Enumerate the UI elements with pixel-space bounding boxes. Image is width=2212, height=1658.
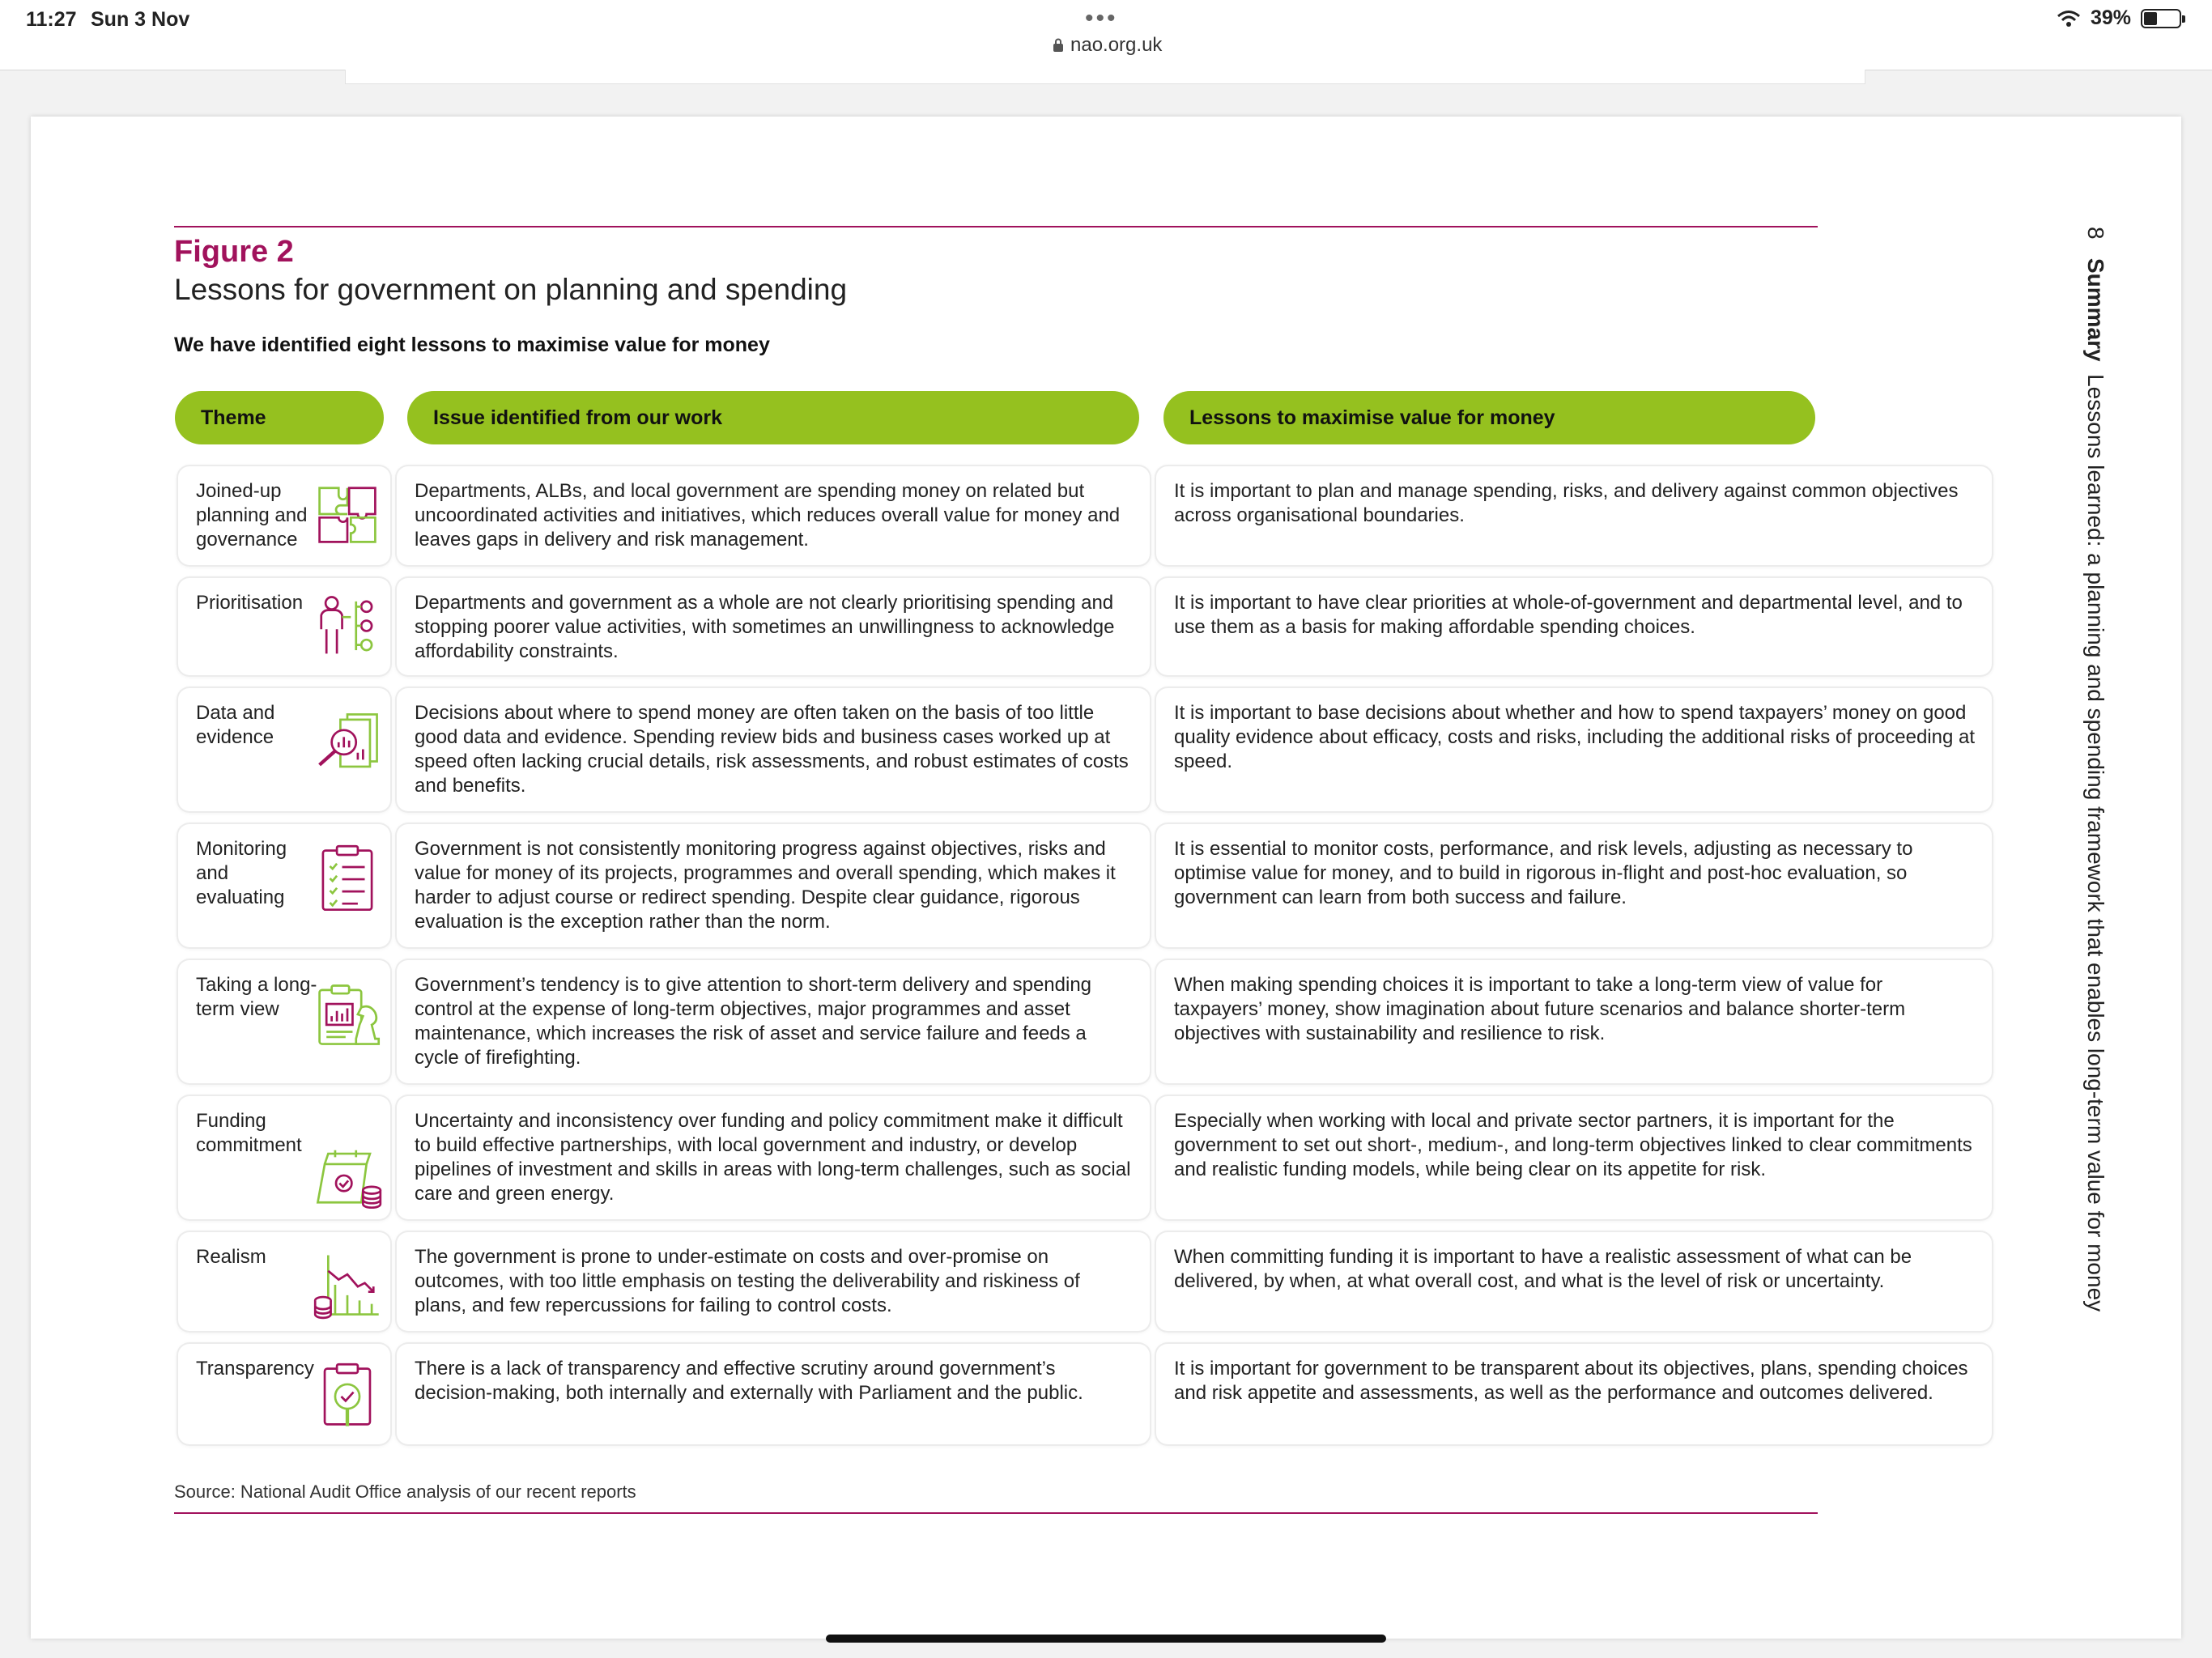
theme-label: Monitoring and evaluating <box>196 838 287 908</box>
issue-text: The government is prone to under-estimate on costs and over-promise on outcomes, with too little emphasis on testing the deliverability and riskiness of plans, and few repercussions for failing to control costs. <box>415 1246 1080 1316</box>
header-lesson: Lessons to maximise value for money <box>1163 391 1815 444</box>
issue-cell <box>397 960 1150 1083</box>
figure-label: Figure 2 <box>174 235 294 269</box>
lesson-text: It is essential to monitor costs, performance, and risk levels, adjusting as necessary to optimise value for money, and to build in rigorous in-flight and post-hoc evaluation, so government can learn from both success and failure. <box>1174 838 1913 908</box>
lesson-cell <box>1156 688 1992 811</box>
status-date: Sun 3 Nov <box>91 8 190 31</box>
calendar-coins-icon <box>313 1141 382 1211</box>
lesson-cell <box>1156 1232 1992 1331</box>
issue-cell <box>397 1344 1150 1444</box>
section-title: Lessons learned: a planning and spending framework that enables long-term value for money <box>2083 374 2108 1312</box>
theme-cell <box>178 1232 390 1331</box>
issue-cell <box>397 824 1150 947</box>
lesson-text: Especially when working with local and private sector partners, it is important for the government to set out short-, medium-, and long-term objectives linked to clear commitments and realistic funding models, while being clear on its appetite for risk. <box>1174 1110 1972 1180</box>
theme-cell <box>178 578 390 675</box>
url-text: nao.org.uk <box>1070 34 1163 56</box>
issue-text: Departments, ALBs, and local government are spending money on related but uncoordinated activities and initiatives, which reduces overall value for money and leaves gaps in delivery and risk management. <box>415 480 1121 551</box>
bottom-rule <box>174 1512 1818 1514</box>
theme-label: Funding commitment <box>196 1110 302 1156</box>
table-row <box>178 1232 1912 1331</box>
lesson-cell <box>1156 1096 1992 1219</box>
lesson-text: It is important to base decisions about whether and how to spend taxpayers’ money on good quality evidence about efficacy, costs and risks, including the additional risks of proceeding at speed. <box>1174 702 1976 772</box>
side-heading <box>2082 227 2108 1312</box>
status-right <box>2057 6 2181 30</box>
source-note: Source: National Audit Office analysis of our recent reports <box>174 1482 636 1502</box>
clipboard-magnifier-icon <box>313 1362 382 1431</box>
issue-text: Government’s tendency is to give attention to short-term delivery and spending control at the expense of long-term objectives, major programmes and asset maintenance, which increases the risk of asset and service failure and feeds a cycle of firefighting. <box>415 974 1092 1069</box>
issue-cell <box>397 688 1150 811</box>
theme-label: Prioritisation <box>196 592 304 614</box>
status-bar <box>0 0 2212 70</box>
theme-cell <box>178 1344 390 1444</box>
theme-label: Realism <box>196 1246 266 1268</box>
declining-chart-coins-icon <box>313 1250 382 1320</box>
issue-cell <box>397 1096 1150 1219</box>
issue-cell <box>397 1232 1150 1331</box>
puzzle-icon <box>313 479 382 549</box>
magnifier-chart-icon <box>313 709 382 779</box>
lesson-text: It is important to have clear priorities at whole-of-government and departmental level, and to use them as a basis for making affordable spending choices. <box>1174 592 1963 638</box>
theme-cell <box>178 688 390 811</box>
issue-cell <box>397 578 1150 675</box>
home-indicator[interactable] <box>826 1635 1386 1643</box>
section-name: Summary <box>2083 257 2108 362</box>
header-issue: Issue identified from our work <box>407 391 1139 444</box>
header-theme: Theme <box>175 391 384 444</box>
issue-text: Government is not consistently monitoring progress against objectives, risks and value for money of its projects, programmes and overall spending, which makes it harder to adjust course or redirect spending. Despite clear guidance, rigorous evaluation is the exception rather than the norm. <box>415 838 1116 933</box>
lesson-cell <box>1156 466 1992 565</box>
table-row <box>178 688 1976 811</box>
theme-cell <box>178 1096 390 1219</box>
person-priorities-icon <box>313 591 382 661</box>
issue-text: Departments and government as a whole are not clearly prioritising spending and stopping poorer value activities, with sometimes an unwillingness to acknowledge affordability constraints. <box>415 592 1115 662</box>
theme-cell <box>178 466 390 565</box>
issue-cell <box>397 466 1150 565</box>
lock-icon <box>1053 38 1064 53</box>
issue-text: Decisions about where to spend money are often taken on the basis of too little good data and evidence. Spending review bids and business cases worked up at speed often lacking crucial details, risk assessments, and robust estimates of costs and benefits. <box>415 702 1129 797</box>
theme-cell <box>178 824 390 947</box>
table-row <box>178 466 1959 565</box>
figure-subtitle: We have identified eight lessons to maximise value for money <box>174 334 770 356</box>
clipboard-checklist-icon <box>313 844 382 913</box>
lesson-cell <box>1156 578 1992 675</box>
table-row <box>178 1344 1968 1444</box>
strategy-chess-icon <box>313 980 382 1049</box>
status-time: 11:27 <box>26 8 77 31</box>
wifi-icon <box>2057 10 2081 28</box>
issue-text: Uncertainty and inconsistency over funding and policy commitment make it difficult to build effective partnerships, with local government and industry, or develop pipelines of investment and skills in areas with long-term challenges, such as social care and green energy. <box>415 1110 1131 1205</box>
theme-cell <box>178 960 390 1083</box>
more-dots-icon[interactable]: ••• <box>1085 5 1118 32</box>
theme-label: Transparency <box>196 1358 314 1380</box>
issue-text: There is a lack of transparency and effective scrutiny around government’s decision-making, both internally and externally with Parliament and the public. <box>415 1358 1083 1404</box>
lesson-text: When making spending choices it is important to take a long-term view of value for taxpayers’ money, show imagination about future scenarios and balance shorter-term objectives with sustainability and resilience to risk. <box>1174 974 1906 1044</box>
lesson-text: When committing funding it is important to have a realistic assessment of what can be delivered, by when, at what overall cost, and what is the level of risk or uncertainty. <box>1174 1246 1912 1292</box>
table-row <box>178 960 1906 1083</box>
battery-icon <box>2141 9 2181 28</box>
table-row <box>178 578 1963 675</box>
battery-fill <box>2144 12 2157 25</box>
page-number: 8 <box>2083 227 2108 240</box>
table-row <box>178 1096 1972 1219</box>
battery-percent: 39% <box>2090 6 2131 29</box>
lesson-cell <box>1156 824 1992 947</box>
theme-label: Joined-up planning and governance <box>196 480 308 551</box>
lesson-cell <box>1156 1344 1992 1444</box>
top-rule <box>174 226 1818 227</box>
lesson-cell <box>1156 960 1992 1083</box>
theme-label: Taking a long-term view <box>196 974 317 1020</box>
lesson-text: It is important to plan and manage spending, risks, and delivery against common objectives across organisational boundaries. <box>1174 480 1959 526</box>
theme-label: Data and evidence <box>196 702 275 748</box>
url-bar[interactable] <box>1053 34 1162 57</box>
previous-page-edge <box>345 70 1865 84</box>
figure-title: Lessons for government on planning and spending <box>174 273 848 306</box>
lesson-text: It is important for government to be transparent about its objectives, plans, spending choices and risk appetite and assessments, as well as the performance and outcomes delivered. <box>1174 1358 1968 1404</box>
table-row <box>178 824 1913 947</box>
